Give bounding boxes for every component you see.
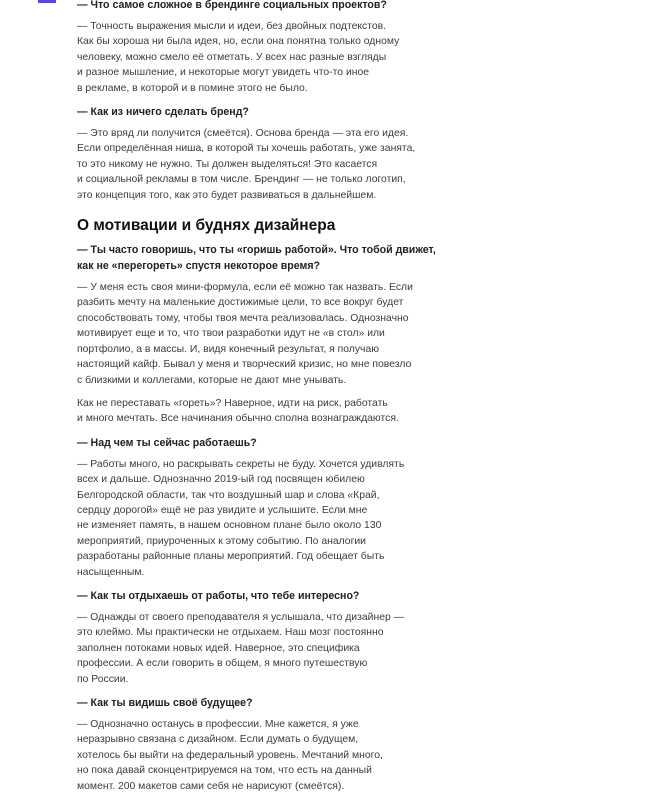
text-line: неразрывно связана с дизайном. Если думать о будущем,: [77, 734, 359, 746]
text-line: это концепция того, как это будет развиваться в дальнейшем.: [77, 189, 377, 201]
text-line: портфолио, а в массы. И, видя конечный результат, я получаю: [77, 343, 380, 355]
text-line: — Это вряд ли получится (смеётся). Основа бренда — эта его идея.: [77, 128, 409, 140]
text-line: профессии. А если говорить в общем, я много путешествую: [77, 658, 368, 670]
text-line: — Над чем ты сейчас работаешь?: [77, 436, 257, 449]
text-line: Как бы хороша ни была идея, но, если она понятна только одному: [77, 36, 400, 48]
text-line: — Однажды от своего преподавателя я услышала, что дизайнер —: [77, 611, 405, 623]
text-line: О мотивации и буднях дизайнера: [77, 217, 336, 235]
text-line: — Работы много, но раскрывать секреты не буду. Хочется удивлять: [77, 458, 405, 470]
text-line: человеку, можно смело её отметать. У всех нас разные взгляды: [77, 51, 387, 63]
question-heading: [77, 0, 427, 13]
text-line: — Как ты отдыхаешь от работы, что тебе интересно?: [77, 589, 360, 602]
text-line: по России.: [77, 673, 129, 685]
text-line: Если определённая ниша, в которой ты хочешь работать, уже занята,: [77, 143, 416, 155]
text-line: Как не переставать «гореть»? Наверное, идти на риск, работать: [77, 397, 388, 409]
text-line: и социальной рекламы в том числе. Брендинг — не только логотип,: [77, 174, 406, 186]
text-line: разработаны районные планы мероприятий. Год обещает быть: [77, 551, 385, 563]
text-line: не изменяет память, в нашем основном плане было около 130: [77, 520, 382, 532]
text-line: в рекламе, в которой и в помине этого не было.: [77, 82, 308, 94]
answer-paragraph: [77, 717, 427, 794]
question-heading: [77, 242, 436, 274]
text-line: — Ты часто говоришь, что ты «горишь работой». Что тобой движет,: [77, 244, 436, 257]
answer-paragraph: [77, 280, 427, 388]
answer-paragraph: [77, 126, 427, 203]
text-line: то это никому не нужно. Ты должен выделяться! Это касается: [77, 158, 378, 170]
text-line: и разное мышление, и некоторые могут увидеть что-то иное: [77, 67, 370, 79]
text-line: но пока давай сконцентрируемся на том, что есть на данный: [77, 765, 372, 777]
accent-bar: [38, 0, 56, 3]
text-line: момент. 200 макетов сами себя не нарисуют (смеётся).: [77, 780, 345, 792]
text-line: — Как из ничего сделать бренд?: [77, 106, 249, 119]
text-line: — У меня есть своя мини-формула, если её можно так назвать. Если: [77, 282, 413, 294]
question-heading: [77, 104, 427, 120]
text-line: способствовать тому, чтобы твоя мечта реализовалась. Однозначно: [77, 312, 409, 324]
text-line: всех и дальше. Однозначно 2019-ый год посвящен юбилею: [77, 474, 365, 486]
text-line: с близкими и коллегами, которые не дают мне унывать.: [77, 374, 347, 386]
text-line: Белгородской области, так что воздушный шар и слова «Край,: [77, 489, 380, 501]
text-line: насыщенным.: [77, 566, 145, 578]
answer-paragraph: [77, 610, 427, 687]
answer-paragraph: [77, 19, 427, 96]
question-heading: [77, 588, 427, 604]
text-line: — Как ты видишь своё будущее?: [77, 697, 253, 709]
text-line: заполнен потоками новых идей. Наверное, это специфика: [77, 642, 360, 654]
text-line: мероприятий, приуроченных к этому событию. По аналогии: [77, 535, 366, 547]
question-heading: [77, 435, 427, 451]
answer-paragraph: [77, 396, 427, 427]
text-line: — Точность выражения мысли и идеи, без двойных подтекстов.: [77, 21, 387, 32]
text-line: хотелось бы выйти на федеральный уровень. Мечтаний много,: [77, 749, 383, 761]
text-line: это клеймо. Мы практически не отдыхаем. Наш мозг постоянно: [77, 627, 384, 639]
answer-paragraph: [77, 457, 427, 580]
text-line: разбить мечту на маленькие достижимые цели, то все вокруг будет: [77, 297, 404, 309]
article-body: [77, 0, 436, 802]
text-line: — Что самое сложное в брендинге социальных проектов?: [77, 0, 387, 11]
text-line: и много мечтать. Все начинания обычно сполна вознаграждаются.: [77, 413, 399, 425]
text-line: настоящий кайф. Бывал у меня и творческий кризис, но мне повезло: [77, 359, 412, 371]
question-heading: [77, 695, 427, 711]
section-heading: [77, 216, 427, 236]
text-line: — Однозначно останусь в профессии. Мне кажется, я уже: [77, 719, 359, 730]
text-line: как не «перегореть» спустя некоторое время?: [77, 260, 321, 273]
text-line: мотивирует еще и то, что твои разработки идут не «в стол» или: [77, 328, 385, 340]
text-line: сердцу дорогой» ещё не раз увидите и услышите. Если мне: [77, 504, 368, 516]
